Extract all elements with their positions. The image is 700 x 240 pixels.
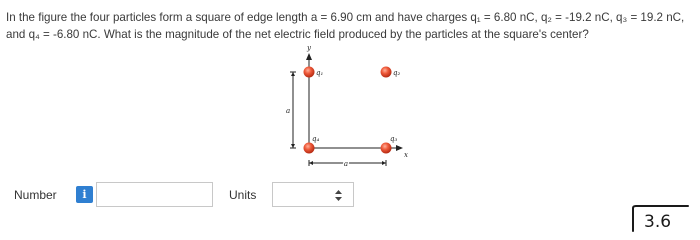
label-q1: q₁ <box>316 69 324 77</box>
edge-dimension-vertical-arrow-down <box>291 144 295 148</box>
particle-q3 <box>381 143 392 154</box>
units-select[interactable] <box>272 182 354 207</box>
handwritten-note-text: 3.6 <box>644 212 672 232</box>
label-q2: q₂ <box>393 69 401 77</box>
y-axis-label: y <box>307 44 311 52</box>
label-q3: q₃ <box>390 135 398 143</box>
edge-dimension-horizontal-arrow-left <box>309 161 313 165</box>
edge-dimension-horizontal-arrow-right <box>382 161 386 165</box>
question-text: In the figure the four particles form a square of edge length a = 6.90 cm and have charges q₁ = 6.80 nC, q₂ = -19.2 nC, q₃ = 19.2 nC, and q₄ = -6.80 nC. What is the magnitude of the net electric field produced by the particles at the square's center? <box>6 11 685 41</box>
answer-row <box>0 181 700 209</box>
edge-dimension-vertical-arrow-up <box>291 72 295 76</box>
particle-q1 <box>304 67 315 78</box>
edge-label-vertical: a <box>286 107 291 115</box>
x-axis-label: x <box>404 151 408 159</box>
particle-q2 <box>381 67 392 78</box>
label-q4: q₄ <box>312 135 320 143</box>
particle-q4 <box>304 143 315 154</box>
info-icon[interactable]: i <box>76 186 93 203</box>
number-input[interactable] <box>96 182 213 207</box>
units-label: Units <box>229 188 257 202</box>
edge-label-horizontal: a <box>343 160 349 168</box>
y-axis-arrow <box>306 53 312 60</box>
number-label: Number <box>14 188 57 202</box>
handwritten-note <box>630 202 692 232</box>
x-axis-arrow <box>396 145 403 151</box>
chevron-up-down-icon <box>334 189 343 202</box>
